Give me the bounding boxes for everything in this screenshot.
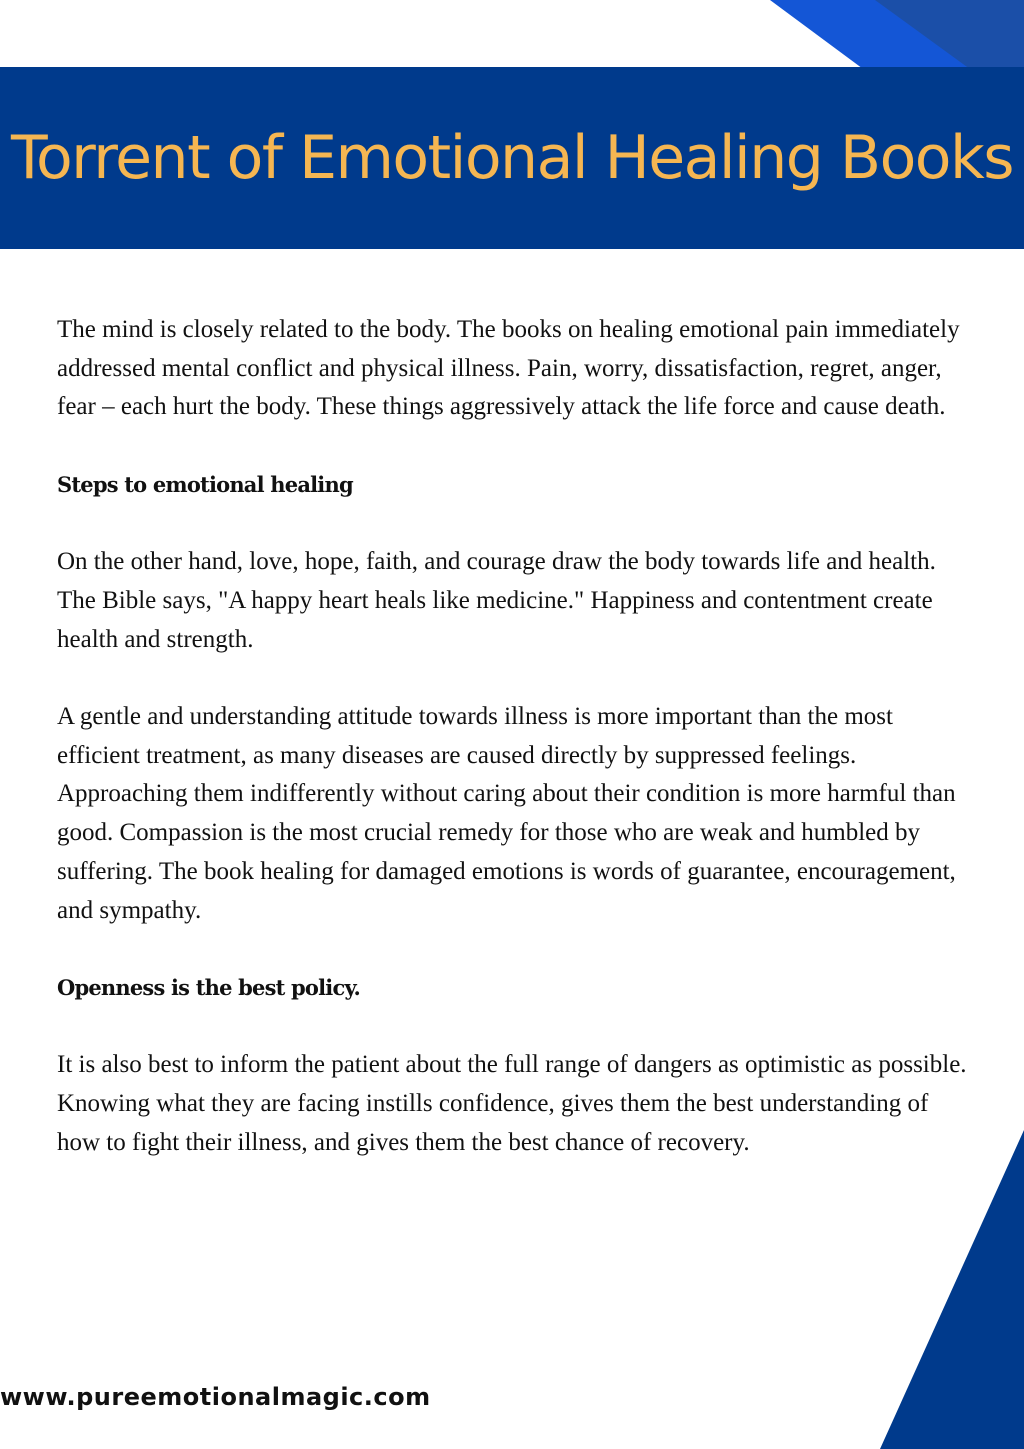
footer-website-link[interactable]: www.pureemotionalmagic.com	[0, 1383, 431, 1411]
paragraph-gentle-attitude: A gentle and understanding attitude towards illness is more important than the most efficient treatment, as many diseases are caused directly by suppressed feelings. Approaching them indifferently without caring about their condition is more harmful than good. Compassion is the most crucial remedy for those who are weak and humbled by suffering. The book healing for damaged emotions is words of guarantee, encouragement, and sympathy.	[57, 702, 956, 924]
page-title: Torrent of Emotional Healing Books	[11, 123, 1013, 193]
article-body	[57, 311, 977, 1162]
intro-paragraph: The mind is closely related to the body. The books on healing emotional pain immediately addressed mental conflict and physical illness. Pain, worry, dissatisfaction, regret, anger, fear – each hurt the body. These things aggressively attack the life force and cause death.	[57, 316, 960, 421]
paragraph-love-hope: On the other hand, love, hope, faith, and courage draw the body towards life and health. The Bible says, "A happy heart heals like medicine." Happiness and contentment create health and strength.	[57, 548, 936, 653]
section-heading-steps: Steps to emotional healing	[57, 471, 353, 497]
section-heading-openness: Openness is the best policy.	[57, 974, 360, 1000]
paragraph-inform-patient: It is also best to inform the patient about the full range of dangers as optimistic as possible. Knowing what they are facing instills confidence, gives them the best understanding of how to fight their illness, and gives them the best chance of recovery.	[57, 1051, 967, 1156]
